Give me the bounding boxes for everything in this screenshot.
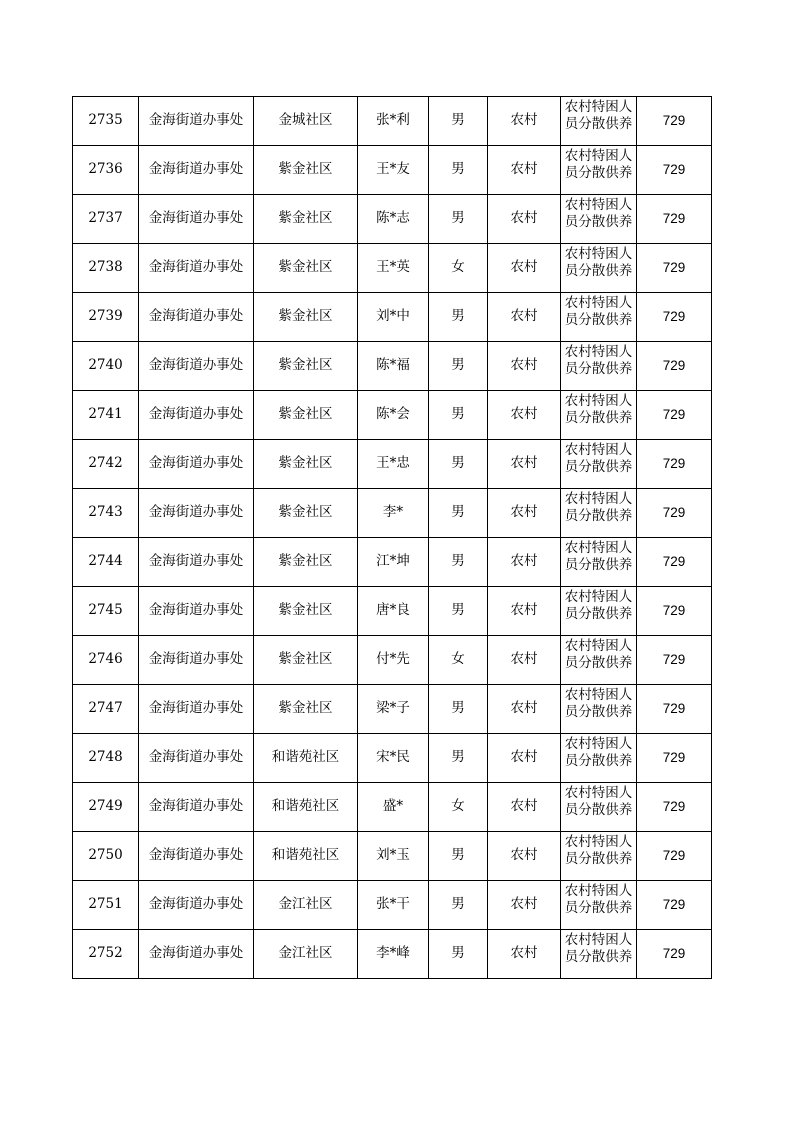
- table-row: [73, 97, 712, 146]
- table-row: [73, 391, 712, 440]
- area-cell: 农村: [488, 391, 561, 440]
- table-row: [73, 587, 712, 636]
- office-cell: 金海街道办事处: [139, 391, 254, 440]
- community-cell: 紫金社区: [254, 195, 358, 244]
- gender-cell: 男: [429, 930, 488, 979]
- area-cell: 农村: [488, 244, 561, 293]
- serial-number-cell: 2750: [73, 832, 139, 881]
- support-type-text: 农村特困人员分散供养: [564, 588, 633, 622]
- office-cell: 金海街道办事处: [139, 195, 254, 244]
- support-type-text: 农村特困人员分散供养: [564, 882, 633, 916]
- person-name-cell: 王*英: [358, 244, 429, 293]
- amount-cell: 729: [637, 342, 712, 391]
- amount-cell: 729: [637, 881, 712, 930]
- support-type-text: 农村特困人员分散供养: [564, 784, 633, 818]
- community-cell: 紫金社区: [254, 244, 358, 293]
- area-cell: 农村: [488, 685, 561, 734]
- community-cell: 紫金社区: [254, 587, 358, 636]
- serial-number-cell: 2744: [73, 538, 139, 587]
- support-type-text: 农村特困人员分散供养: [564, 294, 633, 328]
- serial-number-cell: 2746: [73, 636, 139, 685]
- table-row: [73, 636, 712, 685]
- gender-cell: 女: [429, 783, 488, 832]
- table-row: [73, 930, 712, 979]
- amount-cell: 729: [637, 195, 712, 244]
- serial-number-cell: 2752: [73, 930, 139, 979]
- support-type-text: 农村特困人员分散供养: [564, 735, 633, 769]
- support-type-cell: [561, 293, 637, 342]
- table-row: [73, 832, 712, 881]
- gender-cell: 男: [429, 146, 488, 195]
- area-cell: 农村: [488, 342, 561, 391]
- serial-number-cell: 2749: [73, 783, 139, 832]
- office-cell: 金海街道办事处: [139, 734, 254, 783]
- serial-number-cell: 2736: [73, 146, 139, 195]
- table-row: [73, 881, 712, 930]
- area-cell: 农村: [488, 489, 561, 538]
- support-type-cell: [561, 783, 637, 832]
- community-cell: 紫金社区: [254, 342, 358, 391]
- community-cell: 紫金社区: [254, 538, 358, 587]
- amount-cell: 729: [637, 734, 712, 783]
- support-type-text: 农村特困人员分散供养: [564, 245, 633, 279]
- gender-cell: 男: [429, 685, 488, 734]
- support-type-cell: [561, 391, 637, 440]
- person-name-cell: 陈*志: [358, 195, 429, 244]
- support-type-text: 农村特困人员分散供养: [564, 343, 633, 377]
- support-type-text: 农村特困人员分散供养: [564, 931, 633, 965]
- serial-number-cell: 2735: [73, 97, 139, 146]
- support-type-cell: [561, 734, 637, 783]
- support-type-cell: [561, 440, 637, 489]
- area-cell: 农村: [488, 783, 561, 832]
- support-type-text: 农村特困人员分散供养: [564, 98, 633, 132]
- person-name-cell: 梁*子: [358, 685, 429, 734]
- table-row: [73, 440, 712, 489]
- amount-cell: 729: [637, 685, 712, 734]
- support-type-cell: [561, 244, 637, 293]
- table-row: [73, 146, 712, 195]
- area-cell: 农村: [488, 146, 561, 195]
- amount-cell: 729: [637, 440, 712, 489]
- support-type-cell: [561, 881, 637, 930]
- office-cell: 金海街道办事处: [139, 293, 254, 342]
- support-type-cell: [561, 97, 637, 146]
- support-type-cell: [561, 685, 637, 734]
- person-name-cell: 陈*福: [358, 342, 429, 391]
- serial-number-cell: 2748: [73, 734, 139, 783]
- office-cell: 金海街道办事处: [139, 881, 254, 930]
- table-row: [73, 342, 712, 391]
- amount-cell: 729: [637, 293, 712, 342]
- person-name-cell: 陈*会: [358, 391, 429, 440]
- gender-cell: 女: [429, 244, 488, 293]
- amount-cell: 729: [637, 930, 712, 979]
- support-type-text: 农村特困人员分散供养: [564, 147, 633, 181]
- gender-cell: 男: [429, 489, 488, 538]
- community-cell: 金江社区: [254, 930, 358, 979]
- support-type-text: 农村特困人员分散供养: [564, 392, 633, 426]
- support-type-text: 农村特困人员分散供养: [564, 686, 633, 720]
- area-cell: 农村: [488, 832, 561, 881]
- office-cell: 金海街道办事处: [139, 97, 254, 146]
- table-row: [73, 685, 712, 734]
- support-type-cell: [561, 489, 637, 538]
- serial-number-cell: 2741: [73, 391, 139, 440]
- serial-number-cell: 2740: [73, 342, 139, 391]
- community-cell: 和谐苑社区: [254, 734, 358, 783]
- gender-cell: 男: [429, 97, 488, 146]
- support-type-text: 农村特困人员分散供养: [564, 196, 633, 230]
- community-cell: 紫金社区: [254, 391, 358, 440]
- gender-cell: 男: [429, 391, 488, 440]
- amount-cell: 729: [637, 391, 712, 440]
- community-cell: 紫金社区: [254, 489, 358, 538]
- support-type-cell: [561, 195, 637, 244]
- table-row: [73, 195, 712, 244]
- area-cell: 农村: [488, 538, 561, 587]
- community-cell: 紫金社区: [254, 293, 358, 342]
- area-cell: 农村: [488, 195, 561, 244]
- amount-cell: 729: [637, 489, 712, 538]
- serial-number-cell: 2743: [73, 489, 139, 538]
- community-cell: 和谐苑社区: [254, 783, 358, 832]
- person-name-cell: 付*先: [358, 636, 429, 685]
- office-cell: 金海街道办事处: [139, 244, 254, 293]
- gender-cell: 男: [429, 881, 488, 930]
- table-row: [73, 293, 712, 342]
- gender-cell: 男: [429, 293, 488, 342]
- support-type-cell: [561, 342, 637, 391]
- amount-cell: 729: [637, 244, 712, 293]
- support-type-cell: [561, 930, 637, 979]
- table-row: [73, 538, 712, 587]
- office-cell: 金海街道办事处: [139, 832, 254, 881]
- gender-cell: 男: [429, 195, 488, 244]
- support-type-text: 农村特困人员分散供养: [564, 490, 633, 524]
- person-name-cell: 王*友: [358, 146, 429, 195]
- table-row: [73, 489, 712, 538]
- person-name-cell: 刘*玉: [358, 832, 429, 881]
- records-body: [73, 97, 712, 979]
- amount-cell: 729: [637, 587, 712, 636]
- gender-cell: 男: [429, 734, 488, 783]
- table-row: [73, 734, 712, 783]
- area-cell: 农村: [488, 734, 561, 783]
- person-name-cell: 李*峰: [358, 930, 429, 979]
- person-name-cell: 刘*中: [358, 293, 429, 342]
- office-cell: 金海街道办事处: [139, 146, 254, 195]
- gender-cell: 男: [429, 342, 488, 391]
- person-name-cell: 张*利: [358, 97, 429, 146]
- serial-number-cell: 2751: [73, 881, 139, 930]
- person-name-cell: 宋*民: [358, 734, 429, 783]
- community-cell: 紫金社区: [254, 440, 358, 489]
- records-table: [72, 96, 712, 979]
- person-name-cell: 李*: [358, 489, 429, 538]
- table-row: [73, 244, 712, 293]
- serial-number-cell: 2742: [73, 440, 139, 489]
- support-type-cell: [561, 832, 637, 881]
- support-type-text: 农村特困人员分散供养: [564, 441, 633, 475]
- support-type-cell: [561, 636, 637, 685]
- community-cell: 金城社区: [254, 97, 358, 146]
- community-cell: 金江社区: [254, 881, 358, 930]
- serial-number-cell: 2737: [73, 195, 139, 244]
- gender-cell: 男: [429, 587, 488, 636]
- area-cell: 农村: [488, 293, 561, 342]
- office-cell: 金海街道办事处: [139, 930, 254, 979]
- serial-number-cell: 2745: [73, 587, 139, 636]
- area-cell: 农村: [488, 97, 561, 146]
- gender-cell: 男: [429, 538, 488, 587]
- gender-cell: 男: [429, 440, 488, 489]
- person-name-cell: 唐*良: [358, 587, 429, 636]
- area-cell: 农村: [488, 587, 561, 636]
- support-type-text: 农村特困人员分散供养: [564, 637, 633, 671]
- office-cell: 金海街道办事处: [139, 538, 254, 587]
- person-name-cell: 江*坤: [358, 538, 429, 587]
- community-cell: 紫金社区: [254, 636, 358, 685]
- person-name-cell: 王*忠: [358, 440, 429, 489]
- gender-cell: 男: [429, 832, 488, 881]
- area-cell: 农村: [488, 930, 561, 979]
- support-type-cell: [561, 146, 637, 195]
- person-name-cell: 盛*: [358, 783, 429, 832]
- amount-cell: 729: [637, 832, 712, 881]
- table-row: [73, 783, 712, 832]
- serial-number-cell: 2738: [73, 244, 139, 293]
- community-cell: 和谐苑社区: [254, 832, 358, 881]
- office-cell: 金海街道办事处: [139, 342, 254, 391]
- community-cell: 紫金社区: [254, 146, 358, 195]
- area-cell: 农村: [488, 440, 561, 489]
- office-cell: 金海街道办事处: [139, 783, 254, 832]
- amount-cell: 729: [637, 146, 712, 195]
- area-cell: 农村: [488, 881, 561, 930]
- serial-number-cell: 2747: [73, 685, 139, 734]
- office-cell: 金海街道办事处: [139, 587, 254, 636]
- support-type-cell: [561, 538, 637, 587]
- community-cell: 紫金社区: [254, 685, 358, 734]
- office-cell: 金海街道办事处: [139, 685, 254, 734]
- support-type-text: 农村特困人员分散供养: [564, 539, 633, 573]
- support-type-text: 农村特困人员分散供养: [564, 833, 633, 867]
- amount-cell: 729: [637, 538, 712, 587]
- office-cell: 金海街道办事处: [139, 440, 254, 489]
- amount-cell: 729: [637, 636, 712, 685]
- gender-cell: 女: [429, 636, 488, 685]
- office-cell: 金海街道办事处: [139, 489, 254, 538]
- office-cell: 金海街道办事处: [139, 636, 254, 685]
- amount-cell: 729: [637, 783, 712, 832]
- support-type-cell: [561, 587, 637, 636]
- area-cell: 农村: [488, 636, 561, 685]
- serial-number-cell: 2739: [73, 293, 139, 342]
- amount-cell: 729: [637, 97, 712, 146]
- person-name-cell: 张*干: [358, 881, 429, 930]
